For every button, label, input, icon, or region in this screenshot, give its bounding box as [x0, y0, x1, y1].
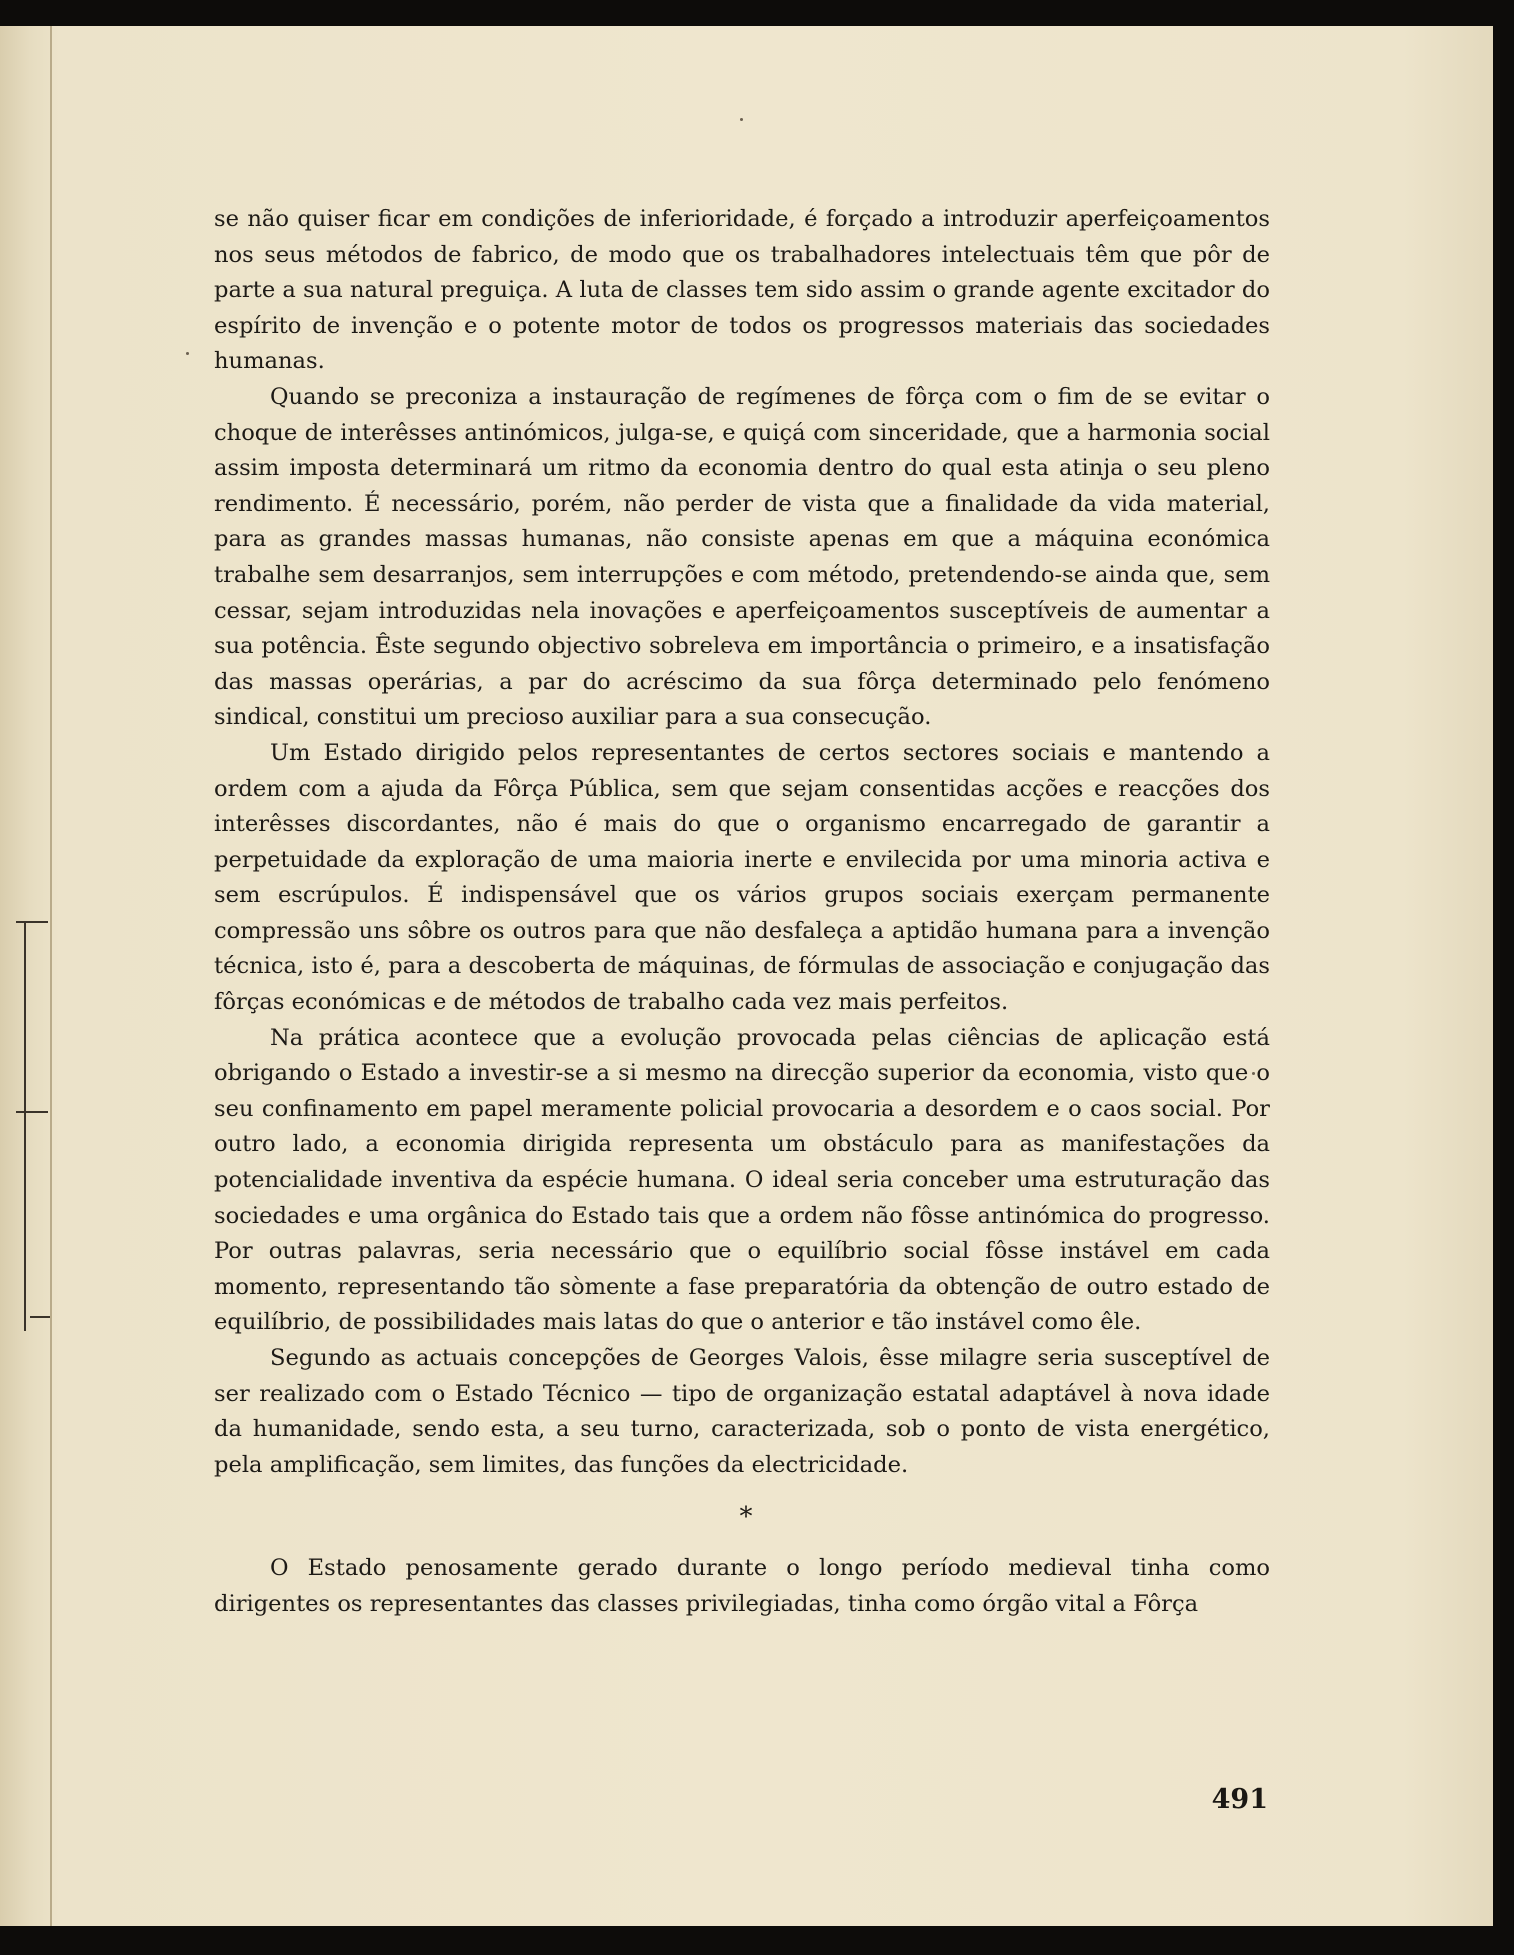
scan-speck: [186, 352, 189, 355]
binding-tick-mark: [16, 1111, 48, 1113]
binding-edge-line: [24, 921, 26, 1121]
scan-speck: [740, 118, 743, 121]
binding-edge-line: [24, 1111, 26, 1331]
paragraph: Segundo as actuais concepções de Georges Valois, êsse milagre seria susceptível de ser realizado com o Estado Técnico — tipo de organização estatal adaptável à nova idade da humanidade, sendo esta, a seu turno, caracterizada, sob o ponto de vista energético, pela amplificação, sem limites, das funções da electricidade.: [214, 1345, 1270, 1478]
paragraph: Na prática acontece que a evolução provocada pelas ciências de aplicação está obrigando o Estado a investir-se a si mesmo na direcção superior da economia, visto que o seu confinamento em papel meramente policial provocaria a desordem e o caos social. Por outro lado, a economia dirigida representa um obstáculo para as manifestações da potencialidade inventiva da espécie humana. O ideal seria conceber uma estruturação das sociedades e uma orgânica do Estado tais que a ordem não fôsse antinómica do progresso. Por outras palavras, seria necessário que o equilíbrio social fôsse instável em cada momento, representando tão sòmente a fase preparatória da obtenção de outro estado de equilíbrio, de possibilidades mais latas do que o anterior e tão instável como êle.: [214, 1024, 1270, 1336]
book-page: [0, 26, 1493, 1926]
section-separator-asterisk: *: [739, 1502, 753, 1533]
paragraph: O Estado penosamente gerado durante o longo período medieval tinha como dirigentes os representantes das classes privilegiadas, tinha como órgão vital a Fôrça: [214, 1555, 1270, 1617]
binding-tick-mark: [16, 921, 48, 923]
binding-tick-mark: [30, 1316, 50, 1318]
paragraph: Um Estado dirigido pelos representantes de certos sectores sociais e mantendo a ordem com a ajuda da Fôrça Pública, sem que sejam consentidas acções e reacções dos interêsses discordantes, não é mais do que o organismo encarregado de garantir a perpetuidade da exploração de uma maioria inerte e envilecida por uma minoria activa e sem escrúpulos. É indispensável que os vários grupos sociais exerçam permanente compressão uns sôbre os outros para que não desfaleça a aptidão humana para a invenção técnica, isto é, para a descoberta de máquinas, de fórmulas de associação e conjugação das fôrças económicas e de métodos de trabalho cada vez mais perfeitos.: [214, 739, 1270, 1016]
article-body: [214, 202, 1270, 1623]
paragraph-continuation: se não quiser ficar em condições de inferioridade, é forçado a introduzir aperfeiçoamentos nos seus métodos de fabrico, de modo que os trabalhadores intelectuais têm que pôr de parte a sua natural preguiça. A luta de classes tem sido assim o grande agente excitador do espírito de invenção e o potente motor de todos os progressos materiais das sociedades humanas.: [214, 206, 1270, 375]
paragraph: Quando se preconiza a instauração de regímenes de fôrça com o fim de se evitar o choque de interêsses antinómicos, julga-se, e quiçá com sinceridade, que a harmonia social assim imposta determinará um ritmo da economia dentro do qual esta atinja o seu pleno rendimento. É necessário, porém, não perder de vista que a finalidade da vida material, para as grandes massas humanas, não consiste apenas em que a máquina económica trabalhe sem desarranjos, sem interrupções e com método, pretendendo-se ainda que, sem cessar, sejam introduzidas nela inovações e aperfeiçoamentos susceptíveis de aumentar a sua potência. Êste segundo objectivo sobreleva em importância o primeiro, e a insatisfação das massas operárias, a par do acréscimo da sua fôrça determinado pelo fenómeno sindical, constitui um precioso auxiliar para a sua consecução.: [214, 383, 1270, 731]
page-number: 491: [1211, 1784, 1268, 1815]
binding-margin: [0, 26, 52, 1926]
